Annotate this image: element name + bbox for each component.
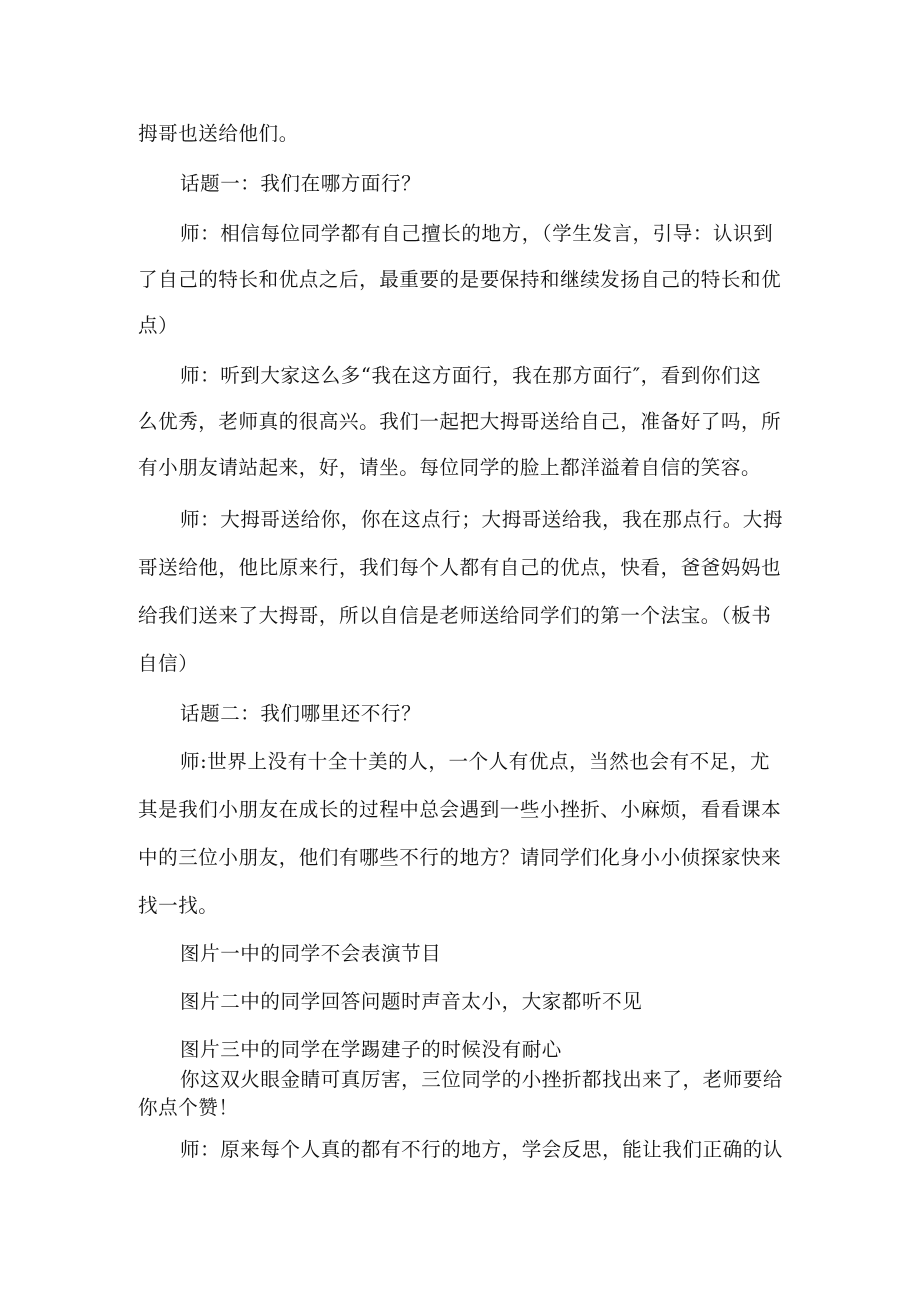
text-line: 有小朋友请站起来，好，请坐。每位同学的脸上都洋溢着自信的笑容。 <box>138 456 762 479</box>
text-line: 找一找。 <box>138 894 219 917</box>
topic-heading: 话题二：我们哪里还不行？ <box>180 702 422 725</box>
text-line: 图片一中的同学不会表演节目 <box>180 942 442 965</box>
text-line: 师：听到大家这么多“我在这方面行，我在那方面行″，看到你们这 <box>180 364 762 387</box>
text-line: 你这双火眼金睛可真厉害，三位同学的小挫折都找出来了，老师要给 <box>180 1068 784 1091</box>
text-line: 自信） <box>138 652 199 675</box>
text-line: 师：相信每位同学都有自己擅长的地方，（学生发言，引导：认识到 <box>180 222 774 245</box>
text-line: 哥送给他，他比原来行，我们每个人都有自己的优点，快看，爸爸妈妈也 <box>138 556 782 579</box>
text-line: 你点个赞！ <box>138 1096 239 1119</box>
text-line: 么优秀，老师真的很高兴。我们一起把大拇哥送给自己，准备好了吗，所 <box>138 410 782 433</box>
text-line: 了自己的特长和优点之后，最重要的是要保持和继续发扬自己的特长和优 <box>138 268 782 291</box>
topic-heading: 话题一：我们在哪方面行？ <box>180 172 422 195</box>
text-line: 中的三位小朋友，他们有哪些不行的地方？请同学们化身小小侦探家快来 <box>138 846 782 869</box>
text-line: 其是我们小朋友在成长的过程中总会遇到一些小挫折、小麻烦，看看课本 <box>138 798 782 821</box>
text-line: 师:世界上没有十全十美的人，一个人有优点，当然也会有不足，尤 <box>180 750 771 773</box>
text-line: 师：原来每个人真的都有不行的地方，学会反思，能让我们正确的认 <box>180 1138 784 1161</box>
text-line: 图片三中的同学在学踢建子的时候没有耐心 <box>180 1038 562 1061</box>
text-line: 给我们送来了大拇哥，所以自信是老师送给同学们的第一个法宝。（板书 <box>138 604 772 627</box>
text-line: 点） <box>138 314 179 337</box>
text-line: 图片二中的同学回答问题时声音太小，大家都听不见 <box>180 990 643 1013</box>
text-line: 拇哥也送给他们。 <box>138 122 299 145</box>
text-line: 师：大拇哥送给你，你在这点行；大拇哥送给我，我在那点行。大拇 <box>180 508 784 531</box>
